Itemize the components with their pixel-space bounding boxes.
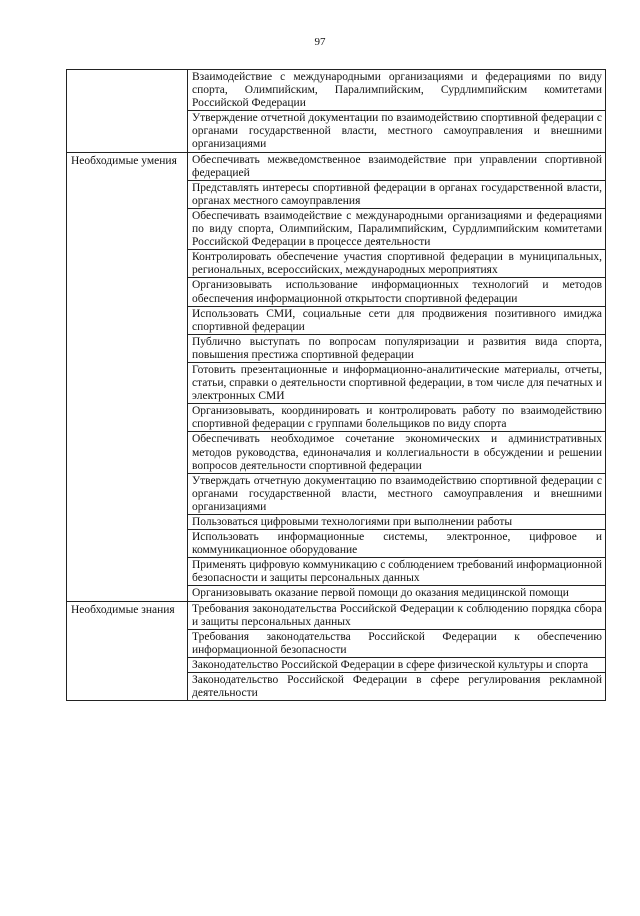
page-number: 97 (314, 36, 326, 48)
table-row (67, 152, 606, 180)
requirement-item: Организовывать оказание первой помощи до оказания медицинской помощи (188, 586, 606, 601)
table-body (67, 70, 606, 701)
requirement-item: Использовать информационные системы, электронное, цифровое и коммуникационное оборудование (188, 530, 606, 558)
requirement-item: Обеспечивать взаимодействие с международными организациями и федерациями по виду спорта, Олимпийским, Паралимпийским, Сурдлимпийским комитетами Российской Федерации в процессе деятельности (188, 208, 606, 249)
requirements-table (66, 69, 606, 701)
requirement-item: Организовывать использование информационных технологий и методов обеспечения информационной открытости спортивной федерации (188, 278, 606, 306)
requirement-item: Представлять интересы спортивной федерации в органах государственной власти, органах местного самоуправления (188, 180, 606, 208)
requirement-item: Обеспечивать необходимое сочетание экономических и административных методов руководства, единоначалия и коллегиальности в обсуждении и решении вопросов деятельности спортивной федерации (188, 432, 606, 473)
requirement-item: Организовывать, координировать и контролировать работу по взаимодействию спортивной федерации с группами болельщиков по виду спорта (188, 404, 606, 432)
requirement-item: Применять цифровую коммуникацию с соблюдением требований информационной безопасности и защиты персональных данных (188, 558, 606, 586)
requirement-item: Взаимодействие с международными организациями и федерациями по виду спорта, Олимпийским, Паралимпийским, Сурдлимпийским комитетами Российской Федерации (188, 70, 606, 111)
section-label: Необходимые знания (67, 601, 188, 701)
requirement-item: Публично выступать по вопросам популяризации и развития вида спорта, повышения престижа спортивной федерации (188, 334, 606, 362)
requirement-item: Законодательство Российской Федерации в сфере регулирования рекламной деятельности (188, 673, 606, 701)
requirement-item: Контролировать обеспечение участия спортивной федерации в муниципальных, региональных, всероссийских, международных мероприятиях (188, 250, 606, 278)
requirement-item: Утверждать отчетную документацию по взаимодействию спортивной федерации с органами государственной власти, местного самоуправления и внешними организациями (188, 473, 606, 514)
requirement-item: Требования законодательства Российской Федерации к соблюдению порядка сбора и защиты персональных данных (188, 601, 606, 629)
table-row (67, 70, 606, 111)
table-row (67, 601, 606, 629)
requirement-item: Законодательство Российской Федерации в сфере физической культуры и спорта (188, 657, 606, 672)
requirement-item: Утверждение отчетной документации по взаимодействию спортивной федерации с органами государственной власти, местного самоуправления и внешними организациями (188, 111, 606, 152)
requirement-item: Использовать СМИ, социальные сети для продвижения позитивного имиджа спортивной федерации (188, 306, 606, 334)
requirement-item: Обеспечивать межведомственное взаимодействие при управлении спортивной федерацией (188, 152, 606, 180)
section-label (67, 70, 188, 153)
requirement-item: Пользоваться цифровыми технологиями при выполнении работы (188, 515, 606, 530)
requirement-item: Требования законодательства Российской Федерации к обеспечению информационной безопасности (188, 629, 606, 657)
section-label: Необходимые умения (67, 152, 188, 601)
requirement-item: Готовить презентационные и информационно-аналитические материалы, отчеты, статьи, справки о деятельности спортивной федерации, в том числе для печатных и электронных СМИ (188, 362, 606, 403)
